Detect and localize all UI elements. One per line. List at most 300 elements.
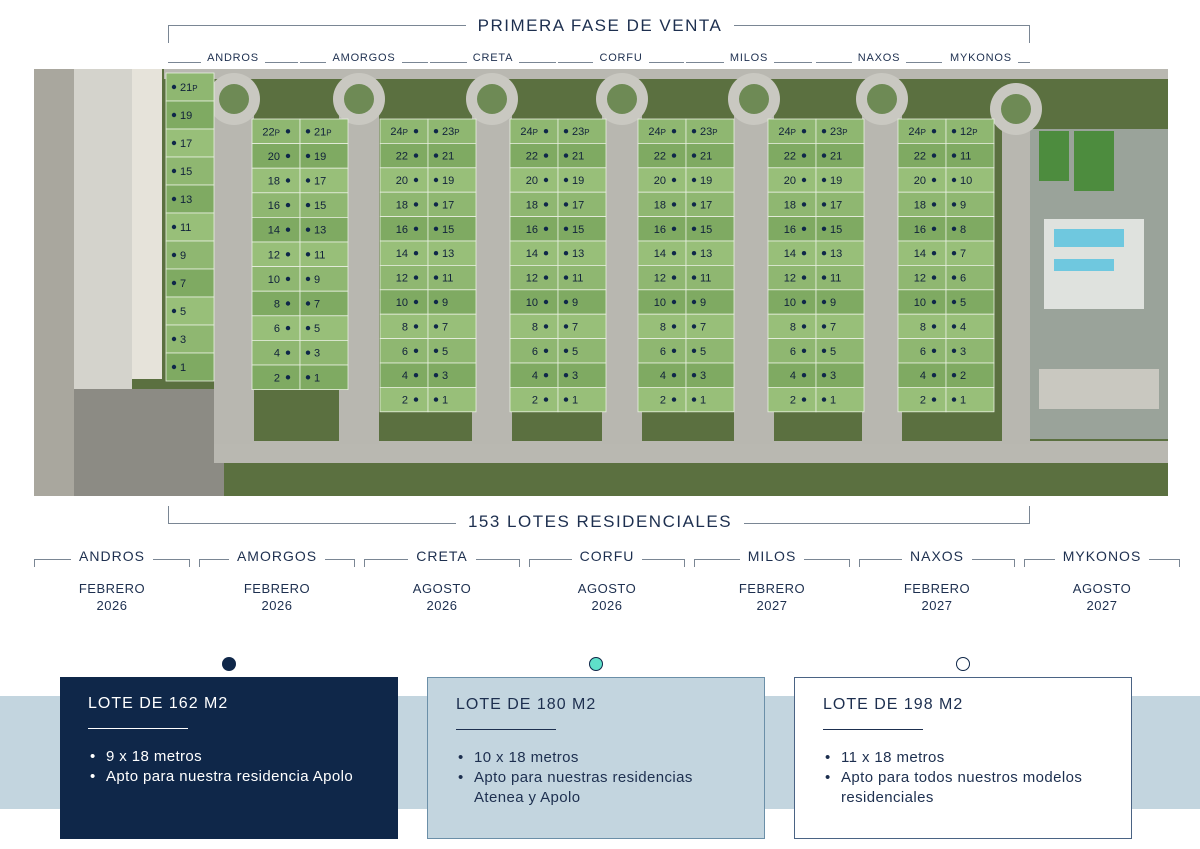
lot-dot-icon xyxy=(306,351,310,355)
lot-dot-icon xyxy=(414,397,418,401)
lot-dot-icon xyxy=(434,373,438,377)
lot-number: 22 xyxy=(525,150,538,163)
lot-dot-icon xyxy=(672,202,676,206)
lot-dot-icon xyxy=(822,251,826,255)
lot-number: 14 xyxy=(913,248,926,261)
lot-dot-icon xyxy=(932,300,936,304)
lot-number: 9 xyxy=(180,250,187,262)
lot-number: 2 xyxy=(659,394,666,407)
lot-dot-icon xyxy=(692,324,696,328)
roundabout-garden xyxy=(607,84,637,114)
divider xyxy=(823,729,923,730)
lot-number: 9 xyxy=(830,297,837,309)
roundabout-garden xyxy=(867,84,897,114)
lot-number: 13 xyxy=(442,248,455,261)
lot-number: 19 xyxy=(830,175,843,187)
lot-dot-icon xyxy=(564,202,568,206)
lot-number: 3 xyxy=(314,347,321,360)
lot-number: 17 xyxy=(700,199,713,212)
lot-dot-icon xyxy=(434,349,438,353)
lot-dot-icon xyxy=(564,227,568,231)
section-label-amorgos: AMORGOS xyxy=(300,50,428,66)
lot-dot-icon xyxy=(306,277,310,281)
lot-dot-icon xyxy=(952,275,956,279)
lot-number: 15 xyxy=(830,223,843,236)
lot-dot-icon xyxy=(434,202,438,206)
lot-number: 3 xyxy=(572,370,579,383)
lot-number: 8 xyxy=(401,321,408,334)
lot-dot-icon xyxy=(802,227,806,231)
lot-number: 1 xyxy=(960,394,967,407)
lot-dot-icon xyxy=(692,373,696,377)
lot-dot-icon xyxy=(802,324,806,328)
lot-dot-icon xyxy=(286,178,290,182)
lot-dot-icon xyxy=(692,227,696,231)
lot-number: 13 xyxy=(314,224,327,237)
lot-number: 10 xyxy=(267,273,280,286)
lot-number: 2 xyxy=(401,394,408,407)
lot-number: 9 xyxy=(960,199,967,212)
lot-number: 10 xyxy=(960,175,973,187)
lot-dot-icon xyxy=(672,300,676,304)
lot-number: 19 xyxy=(314,150,327,163)
lot-dot-icon xyxy=(414,129,418,133)
lot-dot-icon xyxy=(932,324,936,328)
lot-dot-icon xyxy=(822,227,826,231)
lot-dot-icon xyxy=(952,373,956,377)
lot-dot-icon xyxy=(932,178,936,182)
lot-number: 13 xyxy=(700,248,713,261)
lot-number: 14 xyxy=(525,248,538,261)
lot-type-title: LOTE DE 162 M2 xyxy=(88,695,229,712)
lot-dot-icon xyxy=(172,141,176,145)
lot-number: 8 xyxy=(960,223,967,236)
lot-number: 2 xyxy=(919,394,926,407)
lot-number: 23P xyxy=(572,126,590,139)
lot-number: 20 xyxy=(783,175,796,187)
lot-number: 10 xyxy=(653,297,666,309)
lot-dot-icon xyxy=(932,202,936,206)
lot-dot-icon xyxy=(822,349,826,353)
lot-dot-icon xyxy=(952,227,956,231)
schedule-naxos: NAXOS FEBRERO 2027 xyxy=(859,547,1015,617)
lot-dot-icon xyxy=(306,326,310,330)
road xyxy=(862,99,902,444)
lot-dot-icon xyxy=(802,349,806,353)
lot-number: 17 xyxy=(442,199,455,212)
lot-dot-icon xyxy=(952,349,956,353)
lot-number: 23P xyxy=(700,126,718,139)
lot-dot-icon xyxy=(172,281,176,285)
lot-dot-icon xyxy=(692,300,696,304)
section-label-creta: CRETA xyxy=(430,50,556,66)
lot-number: 14 xyxy=(395,248,408,261)
lot-dot-icon xyxy=(286,301,290,305)
lot-number: 7 xyxy=(572,321,579,334)
lot-number: 7 xyxy=(830,321,837,334)
lot-number: 12 xyxy=(395,272,408,285)
lot-number: 6 xyxy=(919,345,926,358)
lot-dot-icon xyxy=(306,129,310,133)
lot-dot-icon xyxy=(692,275,696,279)
lot-dot-icon xyxy=(414,178,418,182)
lot-fit-bullet: • Apto para nuestra residencia Apolo xyxy=(88,767,370,787)
lot-dot-icon xyxy=(414,324,418,328)
lot-number: 12 xyxy=(525,272,538,285)
lot-number: 3 xyxy=(960,345,967,358)
lot-dot-icon xyxy=(932,251,936,255)
lot-number: 15 xyxy=(572,223,585,236)
lot-number: 6 xyxy=(401,345,408,358)
lot-dot-icon xyxy=(286,228,290,232)
lot-number: 14 xyxy=(267,224,280,237)
lot-dot-icon xyxy=(414,251,418,255)
lot-dot-icon xyxy=(306,301,310,305)
lot-number: 22P xyxy=(262,126,280,139)
lot-number: 18 xyxy=(783,199,796,212)
lot-number: 7 xyxy=(960,248,967,261)
lot-number: 19 xyxy=(700,175,713,187)
lot-number: 11 xyxy=(572,272,584,285)
lot-number: 22 xyxy=(783,150,796,163)
lot-number: 5 xyxy=(830,345,837,358)
lot-198-dot-icon xyxy=(956,657,970,671)
lot-number: 20 xyxy=(395,175,408,187)
lot-number: 16 xyxy=(783,223,796,236)
divider xyxy=(88,728,188,729)
lot-number: 1 xyxy=(180,362,187,374)
lot-dot-icon xyxy=(286,252,290,256)
lot-number: 6 xyxy=(659,345,666,358)
lot-number: 4 xyxy=(659,370,666,383)
lot-dot-icon xyxy=(672,349,676,353)
lot-dot-icon xyxy=(672,178,676,182)
lot-number: 2 xyxy=(531,394,538,407)
lot-dot-icon xyxy=(802,178,806,182)
lot-number: 9 xyxy=(572,297,579,309)
lot-dot-icon xyxy=(564,129,568,133)
lot-180-dot-icon xyxy=(589,657,603,671)
lot-dot-icon xyxy=(286,326,290,330)
lot-dot-icon xyxy=(952,202,956,206)
lot-dot-icon xyxy=(692,397,696,401)
lot-number: 13 xyxy=(180,194,193,206)
lot-number: 7 xyxy=(180,278,187,290)
lot-fit-bullet: • Apto para todos nuestros modelos residenciales xyxy=(823,768,1103,808)
lot-dot-icon xyxy=(564,324,568,328)
site-plan-map xyxy=(34,69,1168,496)
lot-number: 9 xyxy=(700,297,707,309)
lot-number: 5 xyxy=(180,306,187,318)
lot-dot-icon xyxy=(414,300,418,304)
lot-number: 15 xyxy=(314,200,327,213)
lot-number: 22 xyxy=(653,150,666,163)
divider xyxy=(456,729,556,730)
lot-number: 18 xyxy=(267,175,280,188)
schedule-milos: MILOS FEBRERO 2027 xyxy=(694,547,850,617)
lot-number: 21 xyxy=(442,150,455,163)
lot-dot-icon xyxy=(952,178,956,182)
lot-dot-icon xyxy=(564,153,568,157)
lot-dot-icon xyxy=(544,349,548,353)
lot-dot-icon xyxy=(672,397,676,401)
lot-dot-icon xyxy=(172,253,176,257)
lot-dot-icon xyxy=(286,375,290,379)
lot-number: 21 xyxy=(572,150,585,163)
lot-dot-icon xyxy=(544,153,548,157)
lot-dot-icon xyxy=(414,202,418,206)
lot-dot-icon xyxy=(822,397,826,401)
lot-size-bullet: • 11 x 18 metros xyxy=(823,748,1103,768)
lot-dot-icon xyxy=(434,178,438,182)
lot-number: 4 xyxy=(531,370,538,383)
lot-dot-icon xyxy=(692,153,696,157)
lot-dot-icon xyxy=(822,300,826,304)
schedule-mykonos: MYKONOS AGOSTO 2027 xyxy=(1024,547,1180,617)
lot-dot-icon xyxy=(434,275,438,279)
road xyxy=(472,99,512,444)
lot-number: 8 xyxy=(789,321,796,334)
lot-dot-icon xyxy=(692,202,696,206)
lot-dot-icon xyxy=(564,300,568,304)
lot-number: 14 xyxy=(783,248,796,261)
lot-dot-icon xyxy=(544,275,548,279)
lot-dot-icon xyxy=(952,153,956,157)
lot-dot-icon xyxy=(286,351,290,355)
lot-number: 24P xyxy=(390,126,408,139)
lot-number: 11 xyxy=(830,272,842,285)
lot-dot-icon xyxy=(434,129,438,133)
lot-number: 12 xyxy=(913,272,926,285)
lot-number: 5 xyxy=(314,323,321,336)
lot-number: 16 xyxy=(913,223,926,236)
lot-type-card-162 xyxy=(60,677,398,839)
lot-size-bullet: • 10 x 18 metros xyxy=(456,748,736,768)
lot-size-bullet: • 9 x 18 metros xyxy=(88,747,370,767)
lot-dot-icon xyxy=(306,154,310,158)
lot-dot-icon xyxy=(822,129,826,133)
lot-number: 2 xyxy=(273,372,280,385)
lot-dot-icon xyxy=(952,251,956,255)
lot-number: 8 xyxy=(919,321,926,334)
lot-number: 21P xyxy=(314,126,332,139)
lot-type-card-198 xyxy=(794,677,1132,839)
lot-dot-icon xyxy=(802,129,806,133)
lot-number: 23P xyxy=(442,126,460,139)
lot-number: 23P xyxy=(830,126,848,139)
roundabout-garden xyxy=(739,84,769,114)
lot-number: 11 xyxy=(180,222,192,234)
lot-dot-icon xyxy=(306,203,310,207)
lot-number: 4 xyxy=(919,370,926,383)
lot-dot-icon xyxy=(822,373,826,377)
roundabout-garden xyxy=(219,84,249,114)
lot-number: 18 xyxy=(913,199,926,212)
roundabout-garden xyxy=(344,84,374,114)
lot-dot-icon xyxy=(932,275,936,279)
lot-number: 1 xyxy=(572,394,579,407)
lot-number: 8 xyxy=(531,321,538,334)
lot-number: 9 xyxy=(442,297,449,309)
lot-number: 24P xyxy=(648,126,666,139)
lot-number: 11 xyxy=(700,272,712,285)
lot-dot-icon xyxy=(672,373,676,377)
section-label-mykonos: MYKONOS xyxy=(944,50,1030,66)
lot-dot-icon xyxy=(564,397,568,401)
lot-number: 6 xyxy=(273,323,280,336)
lot-dot-icon xyxy=(822,275,826,279)
road xyxy=(214,99,254,444)
lot-dot-icon xyxy=(672,275,676,279)
schedule-andros: ANDROS FEBRERO 2026 xyxy=(34,547,190,617)
lot-dot-icon xyxy=(802,251,806,255)
lot-number: 16 xyxy=(653,223,666,236)
lot-dot-icon xyxy=(802,373,806,377)
lot-dot-icon xyxy=(544,397,548,401)
lot-dot-icon xyxy=(434,324,438,328)
lot-dot-icon xyxy=(952,300,956,304)
lot-number: 19 xyxy=(180,110,193,122)
lot-number: 11 xyxy=(960,150,972,163)
schedule-corfu: CORFU AGOSTO 2026 xyxy=(529,547,685,617)
lot-number: 7 xyxy=(314,298,321,311)
lot-number: 17 xyxy=(180,138,193,150)
lot-number: 15 xyxy=(442,223,455,236)
lot-dot-icon xyxy=(544,251,548,255)
lot-number: 17 xyxy=(830,199,843,212)
lot-type-title: LOTE DE 198 M2 xyxy=(823,696,964,713)
lot-dot-icon xyxy=(932,129,936,133)
section-label-andros: ANDROS xyxy=(168,50,298,66)
lot-dot-icon xyxy=(286,277,290,281)
lot-number: 5 xyxy=(442,345,449,358)
lot-dot-icon xyxy=(932,397,936,401)
lot-dot-icon xyxy=(822,178,826,182)
lot-number: 16 xyxy=(395,223,408,236)
lot-number: 18 xyxy=(653,199,666,212)
site-plan-svg xyxy=(34,69,1168,496)
lot-number: 11 xyxy=(314,249,326,262)
lot-dot-icon xyxy=(802,397,806,401)
lot-dot-icon xyxy=(952,129,956,133)
lot-dot-icon xyxy=(172,337,176,341)
lots-total-title: 153 LOTES RESIDENCIALES xyxy=(0,512,1200,532)
lot-dot-icon xyxy=(952,397,956,401)
lot-dot-icon xyxy=(932,153,936,157)
lot-dot-icon xyxy=(692,349,696,353)
lot-dot-icon xyxy=(564,349,568,353)
lot-number: 13 xyxy=(572,248,585,261)
schedule-creta: CRETA AGOSTO 2026 xyxy=(364,547,520,617)
lot-dot-icon xyxy=(544,300,548,304)
lot-dot-icon xyxy=(306,178,310,182)
lot-dot-icon xyxy=(414,373,418,377)
lot-dot-icon xyxy=(414,275,418,279)
roundabout-garden xyxy=(477,84,507,114)
lot-number: 4 xyxy=(273,347,280,360)
lot-dot-icon xyxy=(286,154,290,158)
lot-number: 6 xyxy=(531,345,538,358)
lot-number: 4 xyxy=(401,370,408,383)
lot-dot-icon xyxy=(414,349,418,353)
lot-number: 12 xyxy=(783,272,796,285)
lot-number: 3 xyxy=(830,370,837,383)
lot-dot-icon xyxy=(822,202,826,206)
lot-fit-bullet: • Apto para nuestras residencias Atenea y Apolo xyxy=(456,768,736,808)
lot-dot-icon xyxy=(172,225,176,229)
lot-number: 15 xyxy=(180,166,193,178)
lot-number: 8 xyxy=(273,298,280,311)
lot-dot-icon xyxy=(544,129,548,133)
lot-number: 20 xyxy=(913,175,926,187)
lot-number: 10 xyxy=(395,297,408,309)
lot-number: 21 xyxy=(830,150,843,163)
lot-dot-icon xyxy=(564,275,568,279)
lot-number: 10 xyxy=(783,297,796,309)
lot-number: 12 xyxy=(653,272,666,285)
lot-dot-icon xyxy=(306,252,310,256)
lot-162-dot-icon xyxy=(222,657,236,671)
lot-number: 14 xyxy=(653,248,666,261)
lot-number: 5 xyxy=(960,297,967,309)
lot-dot-icon xyxy=(952,324,956,328)
lot-number: 10 xyxy=(525,297,538,309)
lot-dot-icon xyxy=(802,275,806,279)
top-section-labels xyxy=(168,50,1030,66)
lot-dot-icon xyxy=(564,178,568,182)
lot-dot-icon xyxy=(672,251,676,255)
lot-dot-icon xyxy=(822,153,826,157)
lot-number: 24P xyxy=(778,126,796,139)
lot-dot-icon xyxy=(564,251,568,255)
lot-number: 13 xyxy=(830,248,843,261)
lot-number: 5 xyxy=(572,345,579,358)
lot-dot-icon xyxy=(544,373,548,377)
roundabout-garden xyxy=(1001,94,1031,124)
lot-number: 1 xyxy=(830,394,837,407)
lot-number: 1 xyxy=(442,394,449,407)
lot-number: 12P xyxy=(960,126,978,139)
lot-number: 21 xyxy=(700,150,713,163)
lot-dot-icon xyxy=(802,153,806,157)
lot-dot-icon xyxy=(306,375,310,379)
lot-number: 16 xyxy=(525,223,538,236)
lot-number: 20 xyxy=(267,150,280,163)
lot-number: 1 xyxy=(314,372,321,385)
lot-number: 19 xyxy=(572,175,585,187)
lot-number: 7 xyxy=(700,321,707,334)
lot-dot-icon xyxy=(172,309,176,313)
lot-number: 6 xyxy=(960,272,967,285)
lot-number: 4 xyxy=(789,370,796,383)
lot-dot-icon xyxy=(932,227,936,231)
lot-dot-icon xyxy=(434,300,438,304)
lot-number: 15 xyxy=(700,223,713,236)
lot-dot-icon xyxy=(802,300,806,304)
lot-number: 6 xyxy=(789,345,796,358)
lot-number: 17 xyxy=(314,175,327,188)
lot-number: 18 xyxy=(395,199,408,212)
schedule-amorgos: AMORGOS FEBRERO 2026 xyxy=(199,547,355,617)
lot-dot-icon xyxy=(692,129,696,133)
road xyxy=(1002,99,1030,444)
lot-number: 2 xyxy=(960,370,967,383)
lot-number: 22 xyxy=(913,150,926,163)
lot-number: 16 xyxy=(267,200,280,213)
lot-number: 1 xyxy=(700,394,707,407)
lot-dot-icon xyxy=(414,227,418,231)
lot-number: 10 xyxy=(913,297,926,309)
